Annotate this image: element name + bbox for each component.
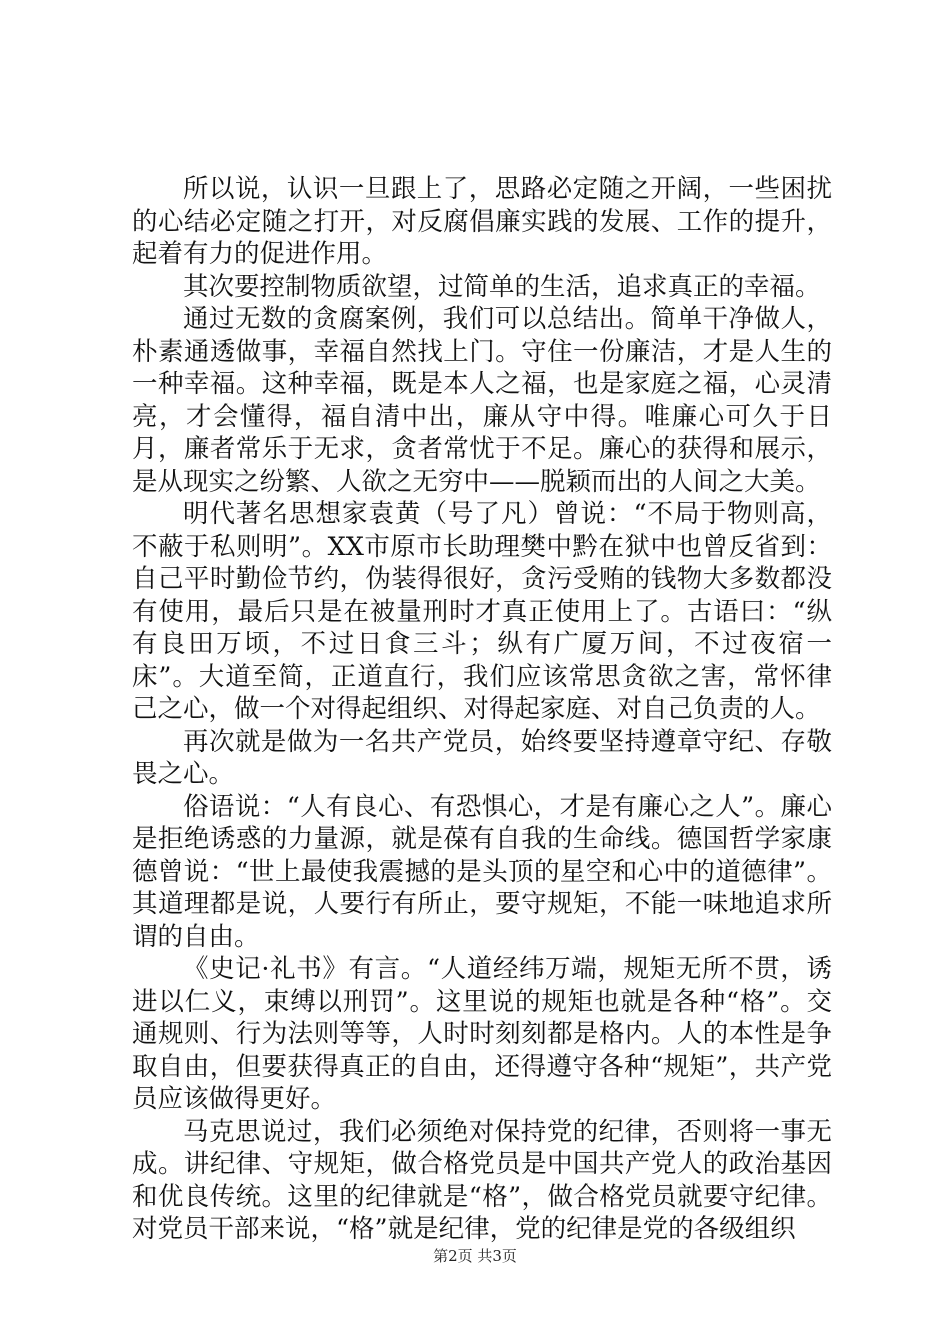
paragraph-8: 马克思说过，我们必须绝对保持党的纪律，否则将一事无成。讲纪律、守规矩，做合格党员是中国共产党人的政治基因和优良传统。这里的纪律就是“格”，做合格党员就要守纪律。对党员干部来说，“格”就是纪律，党的纪律是党的各级组织 (132, 1116, 832, 1244)
page-footer: 第2页 共3页 (433, 1247, 517, 1265)
document-body (132, 173, 832, 1246)
paragraph-2: 其次要控制物质欲望，过简单的生活，追求真正的幸福。 (183, 271, 821, 302)
paragraph-3: 通过无数的贪腐案例，我们可以总结出。简单干净做人，朴素通透做事，幸福自然找上门。守住一份廉洁，才是人生的一种幸福。这种幸福，既是本人之福，也是家庭之福，心灵清亮，才会懂得，福自清中出，廉从守中得。唯廉心可久于日月，廉者常乐于无求，贪者常忧于不足。廉心的获得和展示，是从现实之纷繁、人欲之无穷中——脱颖而出的人间之大美。 (132, 304, 832, 497)
paragraph-1: 所以说，认识一旦跟上了，思路必定随之开阔，一些困扰的心结必定随之打开，对反腐倡廉实践的发展、工作的提升，起着有力的促进作用。 (132, 174, 832, 269)
paragraph-5: 再次就是做为一名共产党员，始终要坚持遵章守纪、存敬畏之心。 (132, 726, 832, 789)
paragraph-4: 明代著名思想家袁黄（号了凡）曾说：“不局于物则高，不蔽于私则明”。XX市原市长助理樊中黔在狱中也曾反省到：自己平时勤俭节约，伪装得很好，贪污受贿的钱物大多数都没有使用，最后只是在被量刑时才真正使用上了。古语曰：“纵有良田万顷，不过日食三斗；纵有广厦万间，不过夜宿一床”。大道至简，正道直行，我们应该常思贪欲之害，常怀律己之心，做一个对得起组织、对得起家庭、对自己负责的人。 (132, 499, 832, 724)
paragraph-6: 俗语说：“人有良心、有恐惧心，才是有廉心之人”。廉心是拒绝诱惑的力量源，就是葆有自我的生命线。德国哲学家康德曾说：“世上最使我震撼的是头顶的星空和心中的道德律”。其道理都是说，人要行有所止，要守规矩，不能一味地追求所谓的自由。 (132, 791, 832, 952)
paragraph-7: 《史记·礼书》有言。“人道经纬万端，规矩无所不贯，诱进以仁义，束缚以刑罚”。这里说的规矩也就是各种“格”。交通规则、行为法则等等，人时时刻刻都是格内。人的本性是争取自由，但要获得真正的自由，还得遵守各种“规矩”，共产党员应该做得更好。 (132, 954, 832, 1114)
